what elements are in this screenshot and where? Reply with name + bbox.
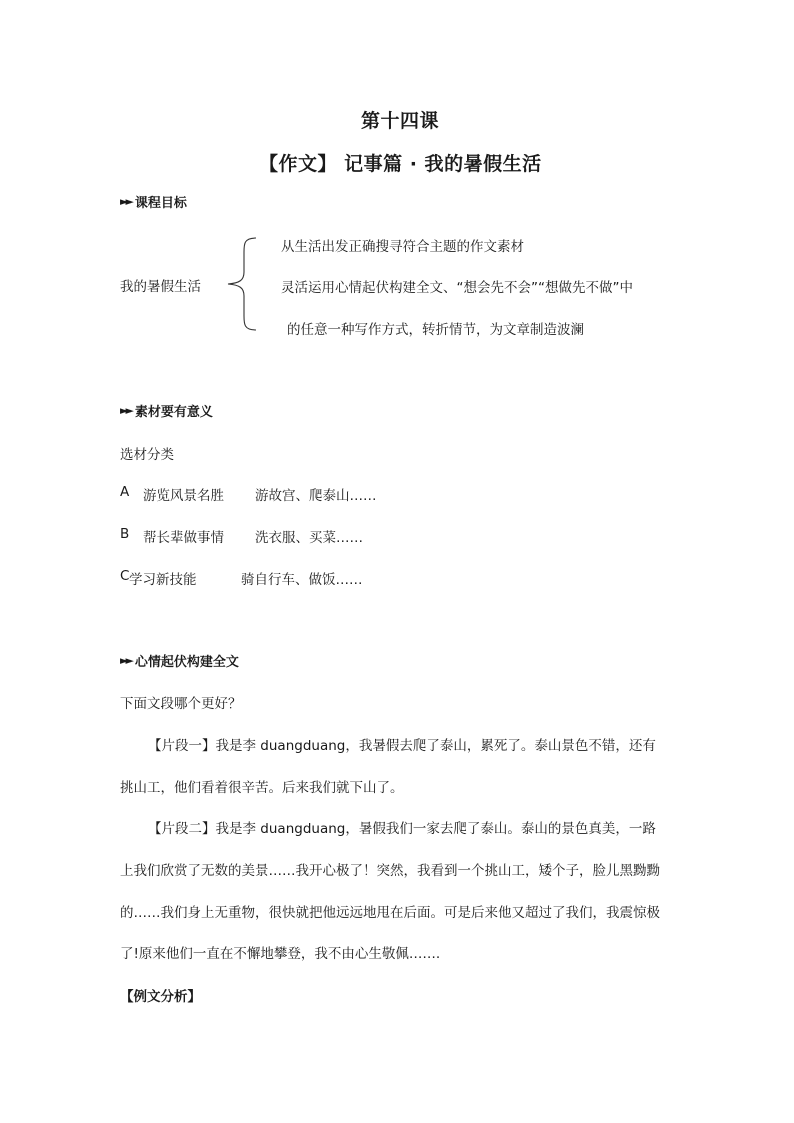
section-marker-icon: ►► — [120, 404, 131, 417]
material-heading-text: 素材要有意义 — [134, 405, 213, 420]
paragraph-line: 上我们欣赏了无数的美景……我开心极了！突然，我看到一个挑山工，矮个子，脸儿黑黝黝 — [120, 863, 660, 879]
goal-item: 从生活出发正确搜寻符合主题的作文素材 — [281, 239, 524, 255]
mood-heading-text: 心情起伏构建全文 — [134, 655, 239, 670]
goal-item: 灵活运用心情起伏构建全文、“想会先不会”“想做先不做”中 — [281, 280, 633, 296]
material-row-letter: A — [120, 484, 130, 500]
lesson-title: 第十四课 — [361, 110, 440, 132]
paragraph-line: 了!原来他们一直在不懈地攀登，我不由心生敬佩……. — [120, 946, 441, 962]
material-row-name: 游览风景名胜 — [143, 488, 224, 504]
material-row-letter: B — [120, 526, 130, 542]
paragraph-line: 【片段二】我是李 duangduang，暑假我们一家去爬了泰山。泰山的景色真美，一路 — [148, 821, 656, 837]
material-row-example: 骑自行车、做饭…… — [241, 572, 363, 588]
goal-item: 的任意一种写作方式，转折情节，为文章制造波澜 — [287, 322, 584, 338]
paragraph-line: 【片段一】我是李 duangduang，我暑假去爬了泰山，累死了。泰山景色不错，还有 — [148, 738, 656, 754]
paragraph-line: 的……我们身上无重物，很快就把他远远地甩在后面。可是后来他又超过了我们，我震惊极 — [120, 905, 660, 921]
category-label: 选材分类 — [120, 447, 174, 463]
material-row-example: 游故宫、爬泰山…… — [255, 488, 377, 504]
material-row-letter: C — [120, 568, 130, 584]
section-marker-icon: ►► — [120, 195, 131, 208]
goals-heading — [120, 192, 187, 211]
material-row-name: 帮长辈做事情 — [143, 530, 224, 546]
section-marker-icon: ►► — [120, 654, 131, 667]
example-analysis-heading: 【例文分析】 — [120, 989, 201, 1005]
material-row-name: 学习新技能 — [129, 572, 197, 588]
mood-question: 下面文段哪个更好？ — [120, 696, 242, 712]
goals-heading-text: 课程目标 — [134, 196, 187, 211]
curly-brace-icon — [222, 236, 262, 332]
mood-heading — [120, 651, 239, 670]
material-row-example: 洗衣服、买菜…… — [255, 530, 363, 546]
lesson-subtitle: 【作文】 记事篇 · 我的暑假生活 — [259, 153, 542, 175]
material-heading — [120, 401, 213, 420]
goals-topic: 我的暑假生活 — [120, 279, 201, 295]
paragraph-line: 挑山工，他们看着很辛苦。后来我们就下山了。 — [120, 780, 404, 796]
